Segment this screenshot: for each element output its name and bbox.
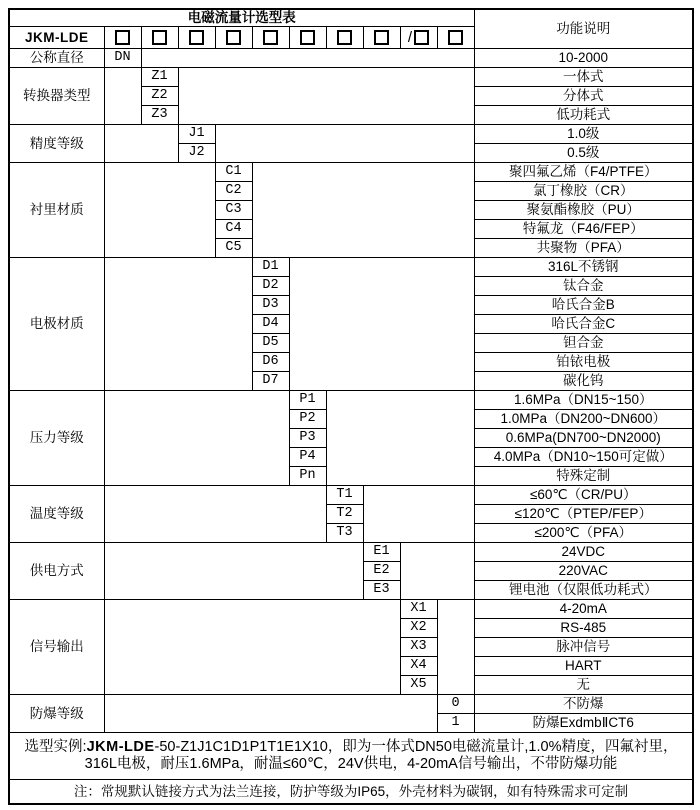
code-checkbox[interactable] bbox=[337, 30, 352, 45]
empty-cell bbox=[437, 600, 474, 695]
empty-cell bbox=[400, 543, 474, 600]
code-cell: X3 bbox=[400, 638, 437, 657]
desc-cell: 10-2000 bbox=[474, 49, 693, 68]
desc-cell: 低功耗式 bbox=[474, 106, 693, 125]
code-cell: Z1 bbox=[141, 68, 178, 87]
desc-cell: 哈氏合金B bbox=[474, 296, 693, 315]
category-label-pressure: 压力等级 bbox=[9, 391, 104, 486]
desc-cell: 4.0MPa（DN10~150可定做） bbox=[474, 448, 693, 467]
desc-cell: 特殊定制 bbox=[474, 467, 693, 486]
code-checkbox[interactable] bbox=[300, 30, 315, 45]
category-label-explosionproof: 防爆等级 bbox=[9, 695, 104, 733]
category-label-converter: 转换器类型 bbox=[9, 68, 104, 125]
slash-separator: / bbox=[407, 28, 413, 46]
category-label-temperature: 温度等级 bbox=[9, 486, 104, 543]
code-cell: 1 bbox=[437, 714, 474, 733]
desc-cell: ≤60℃（CR/PU） bbox=[474, 486, 693, 505]
code-cell: Z2 bbox=[141, 87, 178, 106]
example-model: JKM-LDE bbox=[86, 739, 155, 756]
code-cell: DN bbox=[104, 49, 141, 68]
desc-cell: 聚四氟乙烯（F4/PTFE） bbox=[474, 163, 693, 182]
code-box-cell-9 bbox=[400, 27, 437, 49]
category-label-power: 供电方式 bbox=[9, 543, 104, 600]
code-cell: D3 bbox=[252, 296, 289, 315]
desc-cell: 0.5级 bbox=[474, 144, 693, 163]
desc-cell: 1.6MPa（DN15~150） bbox=[474, 391, 693, 410]
desc-cell: 钛合金 bbox=[474, 277, 693, 296]
code-cell: P3 bbox=[289, 429, 326, 448]
code-cell: T2 bbox=[326, 505, 363, 524]
code-cell: C4 bbox=[215, 220, 252, 239]
code-box-cell-1 bbox=[104, 27, 141, 49]
code-checkbox[interactable] bbox=[374, 30, 389, 45]
flowmeter-selection-table bbox=[8, 8, 694, 805]
code-box-cell-5 bbox=[252, 27, 289, 49]
desc-cell: 碳化钨 bbox=[474, 372, 693, 391]
code-cell: E1 bbox=[363, 543, 400, 562]
desc-cell: 不防爆 bbox=[474, 695, 693, 714]
desc-cell: 防爆ExdmbⅡCT6 bbox=[474, 714, 693, 733]
empty-cell bbox=[326, 391, 474, 486]
desc-cell: 一体式 bbox=[474, 68, 693, 87]
desc-cell: 24VDC bbox=[474, 543, 693, 562]
code-cell: P1 bbox=[289, 391, 326, 410]
code-cell: T1 bbox=[326, 486, 363, 505]
desc-cell: HART bbox=[474, 657, 693, 676]
desc-cell: 哈氏合金C bbox=[474, 315, 693, 334]
empty-cell bbox=[215, 125, 474, 163]
category-label-liner: 衬里材质 bbox=[9, 163, 104, 258]
empty-cell bbox=[104, 68, 141, 125]
code-checkbox[interactable] bbox=[263, 30, 278, 45]
empty-cell bbox=[178, 68, 474, 125]
empty-cell bbox=[104, 543, 363, 600]
desc-cell: ≤200℃（PFA） bbox=[474, 524, 693, 543]
desc-cell: 共聚物（PFA） bbox=[474, 239, 693, 258]
code-cell: E2 bbox=[363, 562, 400, 581]
code-cell: P2 bbox=[289, 410, 326, 429]
code-cell: C1 bbox=[215, 163, 252, 182]
empty-cell bbox=[104, 695, 437, 733]
code-box-cell-6 bbox=[289, 27, 326, 49]
code-cell: P4 bbox=[289, 448, 326, 467]
desc-cell: 钽合金 bbox=[474, 334, 693, 353]
code-cell: D7 bbox=[252, 372, 289, 391]
desc-cell: 锂电池（仅限低功耗式） bbox=[474, 581, 693, 600]
code-cell: E3 bbox=[363, 581, 400, 600]
code-cell: D5 bbox=[252, 334, 289, 353]
code-box-cell-10 bbox=[437, 27, 474, 49]
code-cell: D1 bbox=[252, 258, 289, 277]
code-checkbox[interactable] bbox=[414, 30, 429, 45]
empty-cell bbox=[104, 258, 252, 391]
desc-cell: 特氟龙（F46/FEP） bbox=[474, 220, 693, 239]
example-line-1 bbox=[10, 739, 692, 756]
code-cell: X4 bbox=[400, 657, 437, 676]
empty-cell bbox=[104, 125, 178, 163]
desc-cell: 4-20mA bbox=[474, 600, 693, 619]
model-prefix: JKM-LDE bbox=[9, 27, 104, 49]
category-label-electrode: 电极材质 bbox=[9, 258, 104, 391]
desc-cell: 0.6MPa(DN700~DN2000) bbox=[474, 429, 693, 448]
code-cell: D2 bbox=[252, 277, 289, 296]
code-cell: C2 bbox=[215, 182, 252, 201]
code-cell: X1 bbox=[400, 600, 437, 619]
example-code-text: -50-Z1J1C1D1P1T1E1X10，即为一体式DN50电磁流量计,1.0%精度，四氟衬里， bbox=[154, 739, 678, 756]
empty-cell bbox=[141, 49, 474, 68]
desc-cell: 无 bbox=[474, 676, 693, 695]
code-cell: J2 bbox=[178, 144, 215, 163]
desc-cell: 聚氨酯橡胶（PU） bbox=[474, 201, 693, 220]
category-label-dn: 公称直径 bbox=[9, 49, 104, 68]
code-cell: Z3 bbox=[141, 106, 178, 125]
code-cell: X2 bbox=[400, 619, 437, 638]
code-cell: T3 bbox=[326, 524, 363, 543]
empty-cell bbox=[104, 486, 326, 543]
example-label: 选型实例: bbox=[24, 739, 87, 756]
empty-cell bbox=[252, 163, 474, 258]
example-line-2: 316L电极，耐压1.6MPa，耐温≤60℃，24V供电，4-20mA信号输出，不带防爆功能 bbox=[84, 756, 618, 772]
function-column-header: 功能说明 bbox=[474, 9, 693, 49]
code-cell: X5 bbox=[400, 676, 437, 695]
desc-cell: 分体式 bbox=[474, 87, 693, 106]
desc-cell: 铂铱电极 bbox=[474, 353, 693, 372]
code-checkbox[interactable] bbox=[152, 30, 167, 45]
code-checkbox[interactable] bbox=[226, 30, 241, 45]
code-cell: C3 bbox=[215, 201, 252, 220]
code-cell: C5 bbox=[215, 239, 252, 258]
code-cell: J1 bbox=[178, 125, 215, 144]
code-box-cell-4 bbox=[215, 27, 252, 49]
desc-cell: 316L不锈钢 bbox=[474, 258, 693, 277]
code-checkbox[interactable] bbox=[115, 30, 130, 45]
code-box-cell-3 bbox=[178, 27, 215, 49]
category-label-signal: 信号输出 bbox=[9, 600, 104, 695]
empty-cell bbox=[104, 600, 400, 695]
empty-cell bbox=[104, 163, 215, 258]
desc-cell: 氯丁橡胶（CR） bbox=[474, 182, 693, 201]
code-cell: D4 bbox=[252, 315, 289, 334]
empty-cell bbox=[363, 486, 474, 543]
code-checkbox[interactable] bbox=[448, 30, 463, 45]
code-box-cell-7 bbox=[326, 27, 363, 49]
code-checkbox[interactable] bbox=[189, 30, 204, 45]
desc-cell: 1.0MPa（DN200~DN600） bbox=[474, 410, 693, 429]
desc-cell: 220VAC bbox=[474, 562, 693, 581]
note-text: 注：常规默认链接方式为法兰连接，防护等级为IP65，外壳材料为碳钢，如有特殊需求可定制 bbox=[9, 780, 693, 805]
code-cell: 0 bbox=[437, 695, 474, 714]
selection-example-cell bbox=[9, 733, 693, 780]
desc-cell: RS-485 bbox=[474, 619, 693, 638]
empty-cell bbox=[289, 258, 474, 391]
code-cell: D6 bbox=[252, 353, 289, 372]
desc-cell: 1.0级 bbox=[474, 125, 693, 144]
category-label-accuracy: 精度等级 bbox=[9, 125, 104, 163]
desc-cell: ≤120℃（PTEP/FEP） bbox=[474, 505, 693, 524]
code-box-cell-8 bbox=[363, 27, 400, 49]
empty-cell bbox=[104, 391, 289, 486]
desc-cell: 脉冲信号 bbox=[474, 638, 693, 657]
code-cell: Pn bbox=[289, 467, 326, 486]
table-title: 电磁流量计选型表 bbox=[9, 9, 474, 27]
code-box-cell-2 bbox=[141, 27, 178, 49]
